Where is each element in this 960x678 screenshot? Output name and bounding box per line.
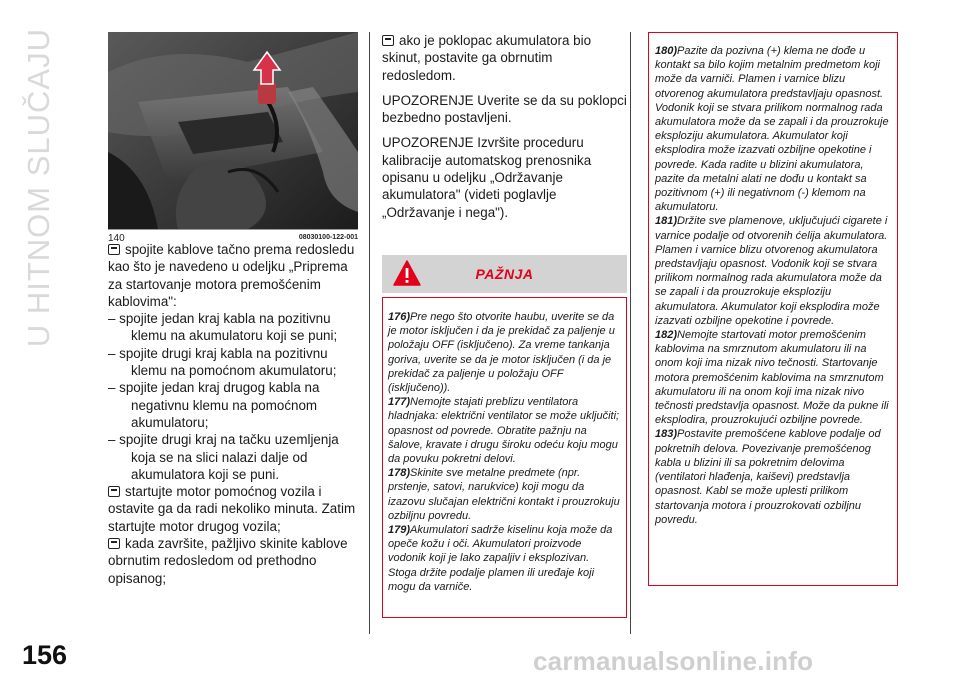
checkbox-bullet-icon <box>108 244 120 255</box>
checkbox-bullet-icon <box>108 538 120 549</box>
column-1-text <box>108 241 364 587</box>
subitem: – spojite jedan kraj kabla na pozitivnu klemu na akumulatoru koji se puni; <box>108 311 338 344</box>
warning-item: 178)Skinite sve metalne predmete (npr. prstenje, satovi, narukvice) koji mogu da izazovu slučajan električni kontakt i prouzrokuju ozbiljnu povredu. <box>388 467 620 522</box>
warning-header <box>382 255 627 293</box>
subitem: – spojite jedan kraj drugog kabla na negativnu klemu na pomoćnom akumulatoru; <box>108 380 320 430</box>
watermark: carmanualsonline.info <box>533 646 814 676</box>
page-number: 156 <box>22 640 68 670</box>
step-replace-cover: ako je poklopac akumulatora bio skinut, postavite ga obrnutim redosledom. <box>382 33 592 83</box>
warning-item: 180)Pazite da pozivna (+) klema ne dođe u kontakt sa bilo kojim metalnim predmetom koji može da varniči. Plamen i varnice blizu otvorenog akumulatora predstavljaju opasnost. Vodonik koji se stvara prilikom normalnog rada akumulatora može da se zapali i da prouzrokuje eksploziju akumulatora. Akumulator koji eksplodira može izazvati ozbiljne opekotine i povrede. Kada radite u blizini akumulatora, pazite da metalni alati ne dođu u kontakt sa pozitivnom (+) ili negativnom (-) klemom na akumulatoru. <box>655 45 889 214</box>
warning-box-2 <box>648 32 898 586</box>
figure-number: 140 <box>108 233 125 244</box>
subitem: – spojite drugi kraj na tačku uzemljenja koja se na slici nalazi dalje od akumulatora koji se puni. <box>108 432 339 482</box>
warning-item: 181)Držite sve plamenove, uključujući cigarete i varnice podalje od otvorenih ćelija akumulatora. Plamen i varnice blizu otvorenog akumulatora predstavljaju opasnost. Vodonik koji se stvara prilikom normalnog rada akumulatora može da se zapali i da prouzrokuje eksploziju akumulatora. Akumulator koji eksplodira može izazvati ozbiljne opekotine i povrede. <box>655 215 888 327</box>
subitem: – spojite drugi kraj kabla na pozitivnu klemu na pomoćnom akumulatoru; <box>108 345 337 379</box>
warning-title: PAŽNJA <box>475 266 534 282</box>
chapter-title: U HITNOM SLUČAJU <box>21 28 56 348</box>
engine-battery-image <box>108 32 358 229</box>
warning-item: 183)Postavite premošćene kablove podalje od pokretnih delova. Povezivanje premošćenog kabla u blizini ili sa pokretnim delovima (ventilatori hlađenja, kaiševi) predstavlja opasnost. Kabl se može uplesti prilikom startovanja motora i prouzrokovati ozbiljnu povredu. <box>655 428 881 526</box>
warning-item: 179)Akumulatori sadrže kiselinu koja može da opeče kožu i oči. Akumulatori proizvode vodonik koji je lako zapaljiv i eksplozivan. Stoga držite podalje plamen ili uređaje koji mogu da varniče. <box>388 524 613 593</box>
warning-box-1 <box>382 297 627 618</box>
note-covers: UPOZORENJE Uverite se da su poklopci bezbedno postavljeni. <box>382 92 627 126</box>
column-divider-2 <box>630 32 631 634</box>
note-calibration: UPOZORENJE Izvršite proceduru kalibracije automatskog prenosnika opisanu u odeljku „Održavanje akumulatora" (videti poglavlje „Održavanje i nega"). <box>382 135 592 220</box>
engine-photo <box>108 32 358 229</box>
column-2-text <box>382 32 627 221</box>
warning-triangle-icon <box>392 259 422 287</box>
checkbox-bullet-icon <box>382 35 394 46</box>
warning-item: 177)Nemojte stajati preblizu ventilatora hladnjaka: električni ventilator se može uključiti; opasnost od povrede. Obratite pažnju na šalove, kravate i drugu široku odeću koju mogu da povuku pokretni delovi. <box>388 396 620 466</box>
column-divider-1 <box>369 32 370 634</box>
step-remove-cables: kada završite, pažljivo skinite kablove obrnutim redosledom od prethodno opisanog; <box>108 536 348 586</box>
step-connect-cables: spojite kablove tačno prema redosledu kao što je navedeno u odeljku „Priprema za startovanje motora premošćenim kablovima": <box>108 242 355 309</box>
warning-item: 182)Nemojte startovati motor premošćenim kablovima na smrznutom akumulatoru ili na onom koji ima nizak nivo tečnosti. Startovanje motora premošćenim kablovima na smrznutom akumulatoru ili na onom koji ima nizak nivo tečnosti predstavlja opasnost. Može da pukne ili eksplodira, prouzrokujući ozbiljne povrede. <box>655 329 889 427</box>
warning-item: 176)Pre nego što otvorite haubu, uverite se da je motor isključen i da je prekidač za paljenje u položaju OFF (isključeno). Za vreme tankanja goriva, uverite se da je motor isključen (i da je prekidač za paljenje u položaju OFF (isključeno)). <box>388 311 615 395</box>
figure-code: 08030100-122-001 <box>298 234 358 241</box>
step-start-engine: startujte motor pomoćnog vozila i ostavite ga da radi nekoliko minuta. Zatim startujte motor drugog vozila; <box>108 484 356 534</box>
checkbox-bullet-icon <box>108 486 120 497</box>
